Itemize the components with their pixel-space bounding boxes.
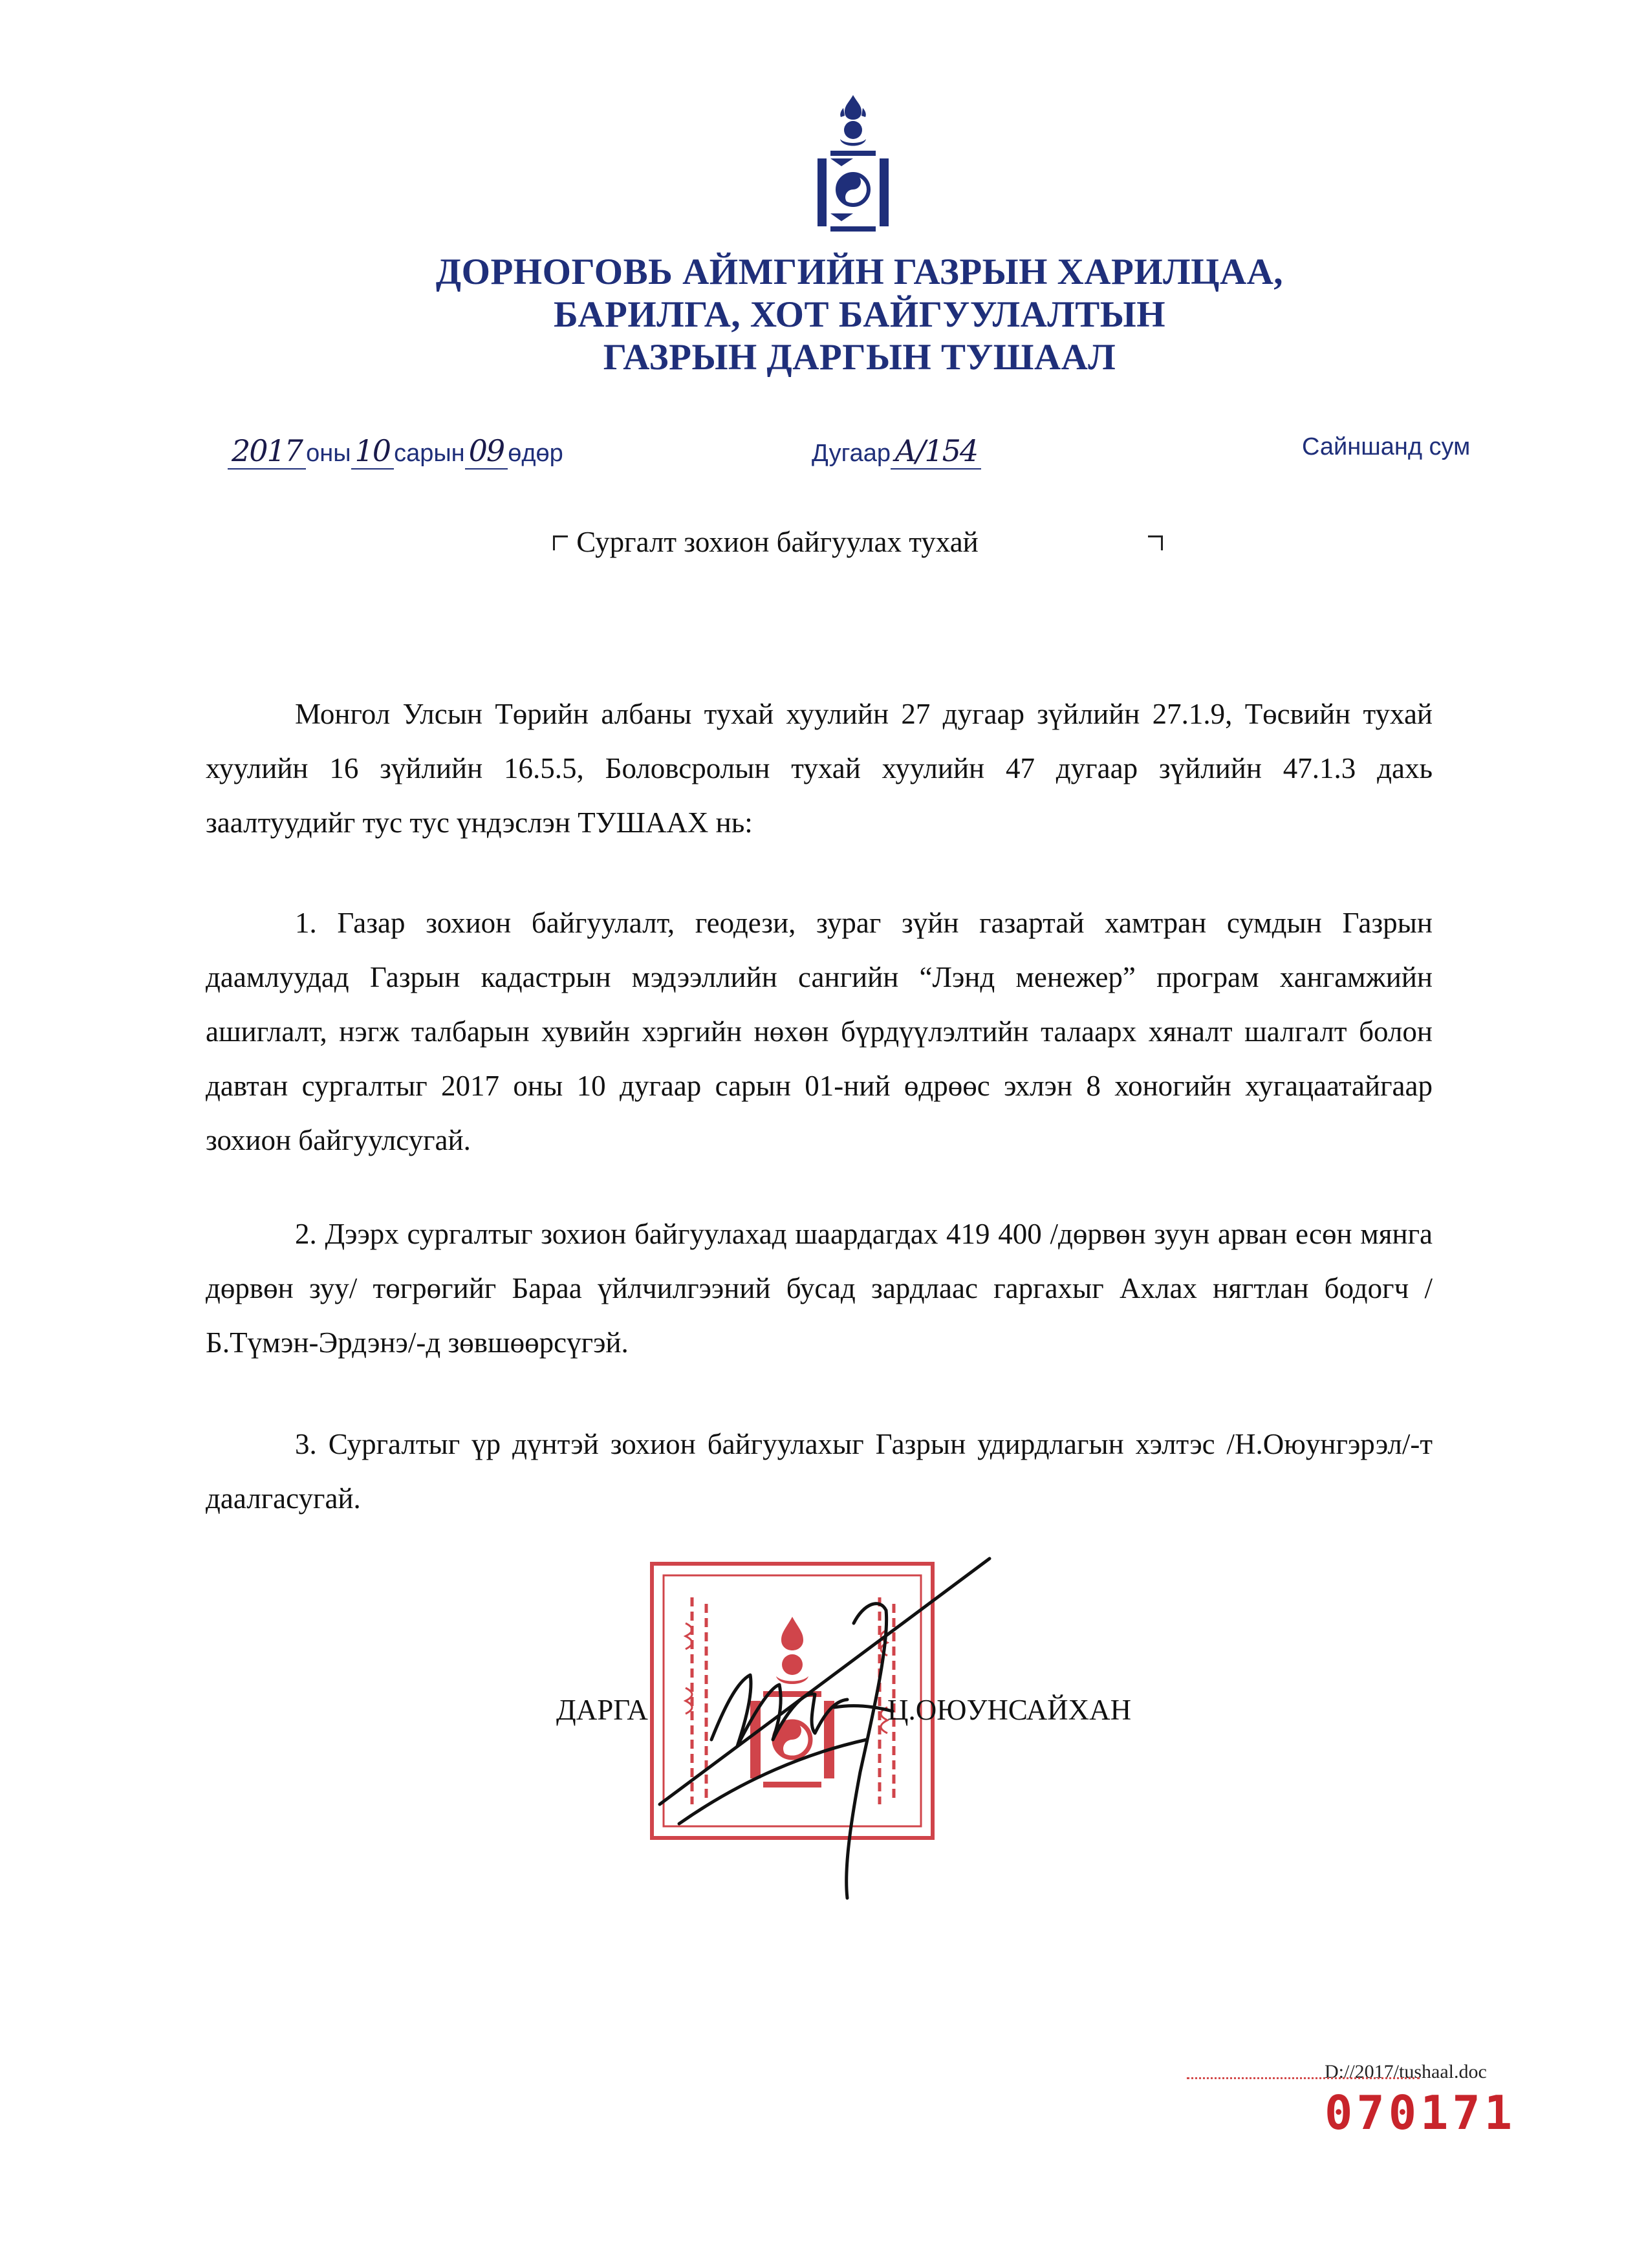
header-line-3: ГАЗРЫН ДАРГЫН ТУШААЛ bbox=[603, 337, 1116, 378]
state-emblem-icon bbox=[805, 94, 902, 233]
file-path: D://2017/tushaal.doc bbox=[1325, 2061, 1487, 2082]
paragraph-item-2: 2. Дээрх сургалтыг зохион байгуулахад шаардагдах 419 400 /дөрвөн зуун арван есөн мянга дөрвөн зуу/ төгрөгийг Бараа үйлчилгээний бусад зардлаас гаргахыг Ахлах нягтлан бодогч /Б.Түмэн-Эрдэнэ/-д зөвшөөрсүгэй. bbox=[206, 1218, 1433, 1359]
order-number-field bbox=[812, 433, 981, 470]
date-day-suffix: өдөр bbox=[508, 440, 563, 467]
paragraph-item-1: 1. Газар зохион байгуулалт, геодези, зураг зүйн газартай хамтран сумдын Газрын даамлуудад Газрын кадастрын мэдээллийн сангийн “Лэнд менежер” програм хангамжийн ашиглалт, нэгж талбарын хувийн хэргийн нөхөн бүрдүүлэлтийн талаарх хяналт шалгалт болон давтан сургалтыг 2017 оны 10 дугаар сарын 01-ний өдрөөс эхлэн 8 хоногийн хугацаатайгаар зохион байгуулсугай. bbox=[206, 907, 1433, 1156]
date-field bbox=[228, 433, 563, 470]
handwritten-signature-icon bbox=[640, 1546, 1028, 1908]
document-header bbox=[0, 251, 1635, 379]
date-year-suffix: оны bbox=[306, 440, 351, 467]
subject-corner-right bbox=[1148, 535, 1163, 550]
order-number: А/154 bbox=[891, 433, 981, 470]
subject-text: Сургалт зохион байгуулах тухай bbox=[576, 526, 979, 558]
subject-line bbox=[0, 525, 1635, 559]
date-month: 10 bbox=[351, 433, 395, 470]
date-year: 2017 bbox=[228, 433, 306, 470]
signatory-name: Ц.ОЮУНСАЙХАН bbox=[887, 1694, 1132, 1726]
header-line-1: ДОРНОГОВЬ АЙМГИЙН ГАЗРЫН ХАРИЛЦАА, bbox=[435, 252, 1284, 292]
serial-number: 070171 bbox=[1325, 2086, 1517, 2140]
date-day: 09 bbox=[465, 433, 508, 470]
paragraph-item-3: 3. Сургалтыг үр дүнтэй зохион байгуулахыг Газрын удирдлагын хэлтэс /Н.Оюунгэрэл/-т даалгасугай. bbox=[206, 1428, 1433, 1515]
date-month-suffix: сарын bbox=[394, 440, 465, 467]
dotted-line bbox=[1187, 2077, 1420, 2079]
order-number-label: Дугаар bbox=[812, 440, 891, 467]
paragraph-intro: Монгол Улсын Төрийн албаны тухай хуулийн 27 дугаар зүйлийн 27.1.9, Төсвийн тухай хуулийн 16 зүйлийн 16.5.5, Боловсролын тухай хуулийн 47 дугаар зүйлийн 47.1.3 дахь заалтуудийг тус тус үндэслэн ТУШААХ нь: bbox=[206, 698, 1433, 839]
place-field: Сайншанд сум bbox=[1302, 433, 1471, 460]
header-line-2: БАРИЛГА, ХОТ БАЙГУУЛАЛТЫН bbox=[553, 294, 1166, 335]
signatory-title: ДАРГА bbox=[556, 1694, 648, 1726]
